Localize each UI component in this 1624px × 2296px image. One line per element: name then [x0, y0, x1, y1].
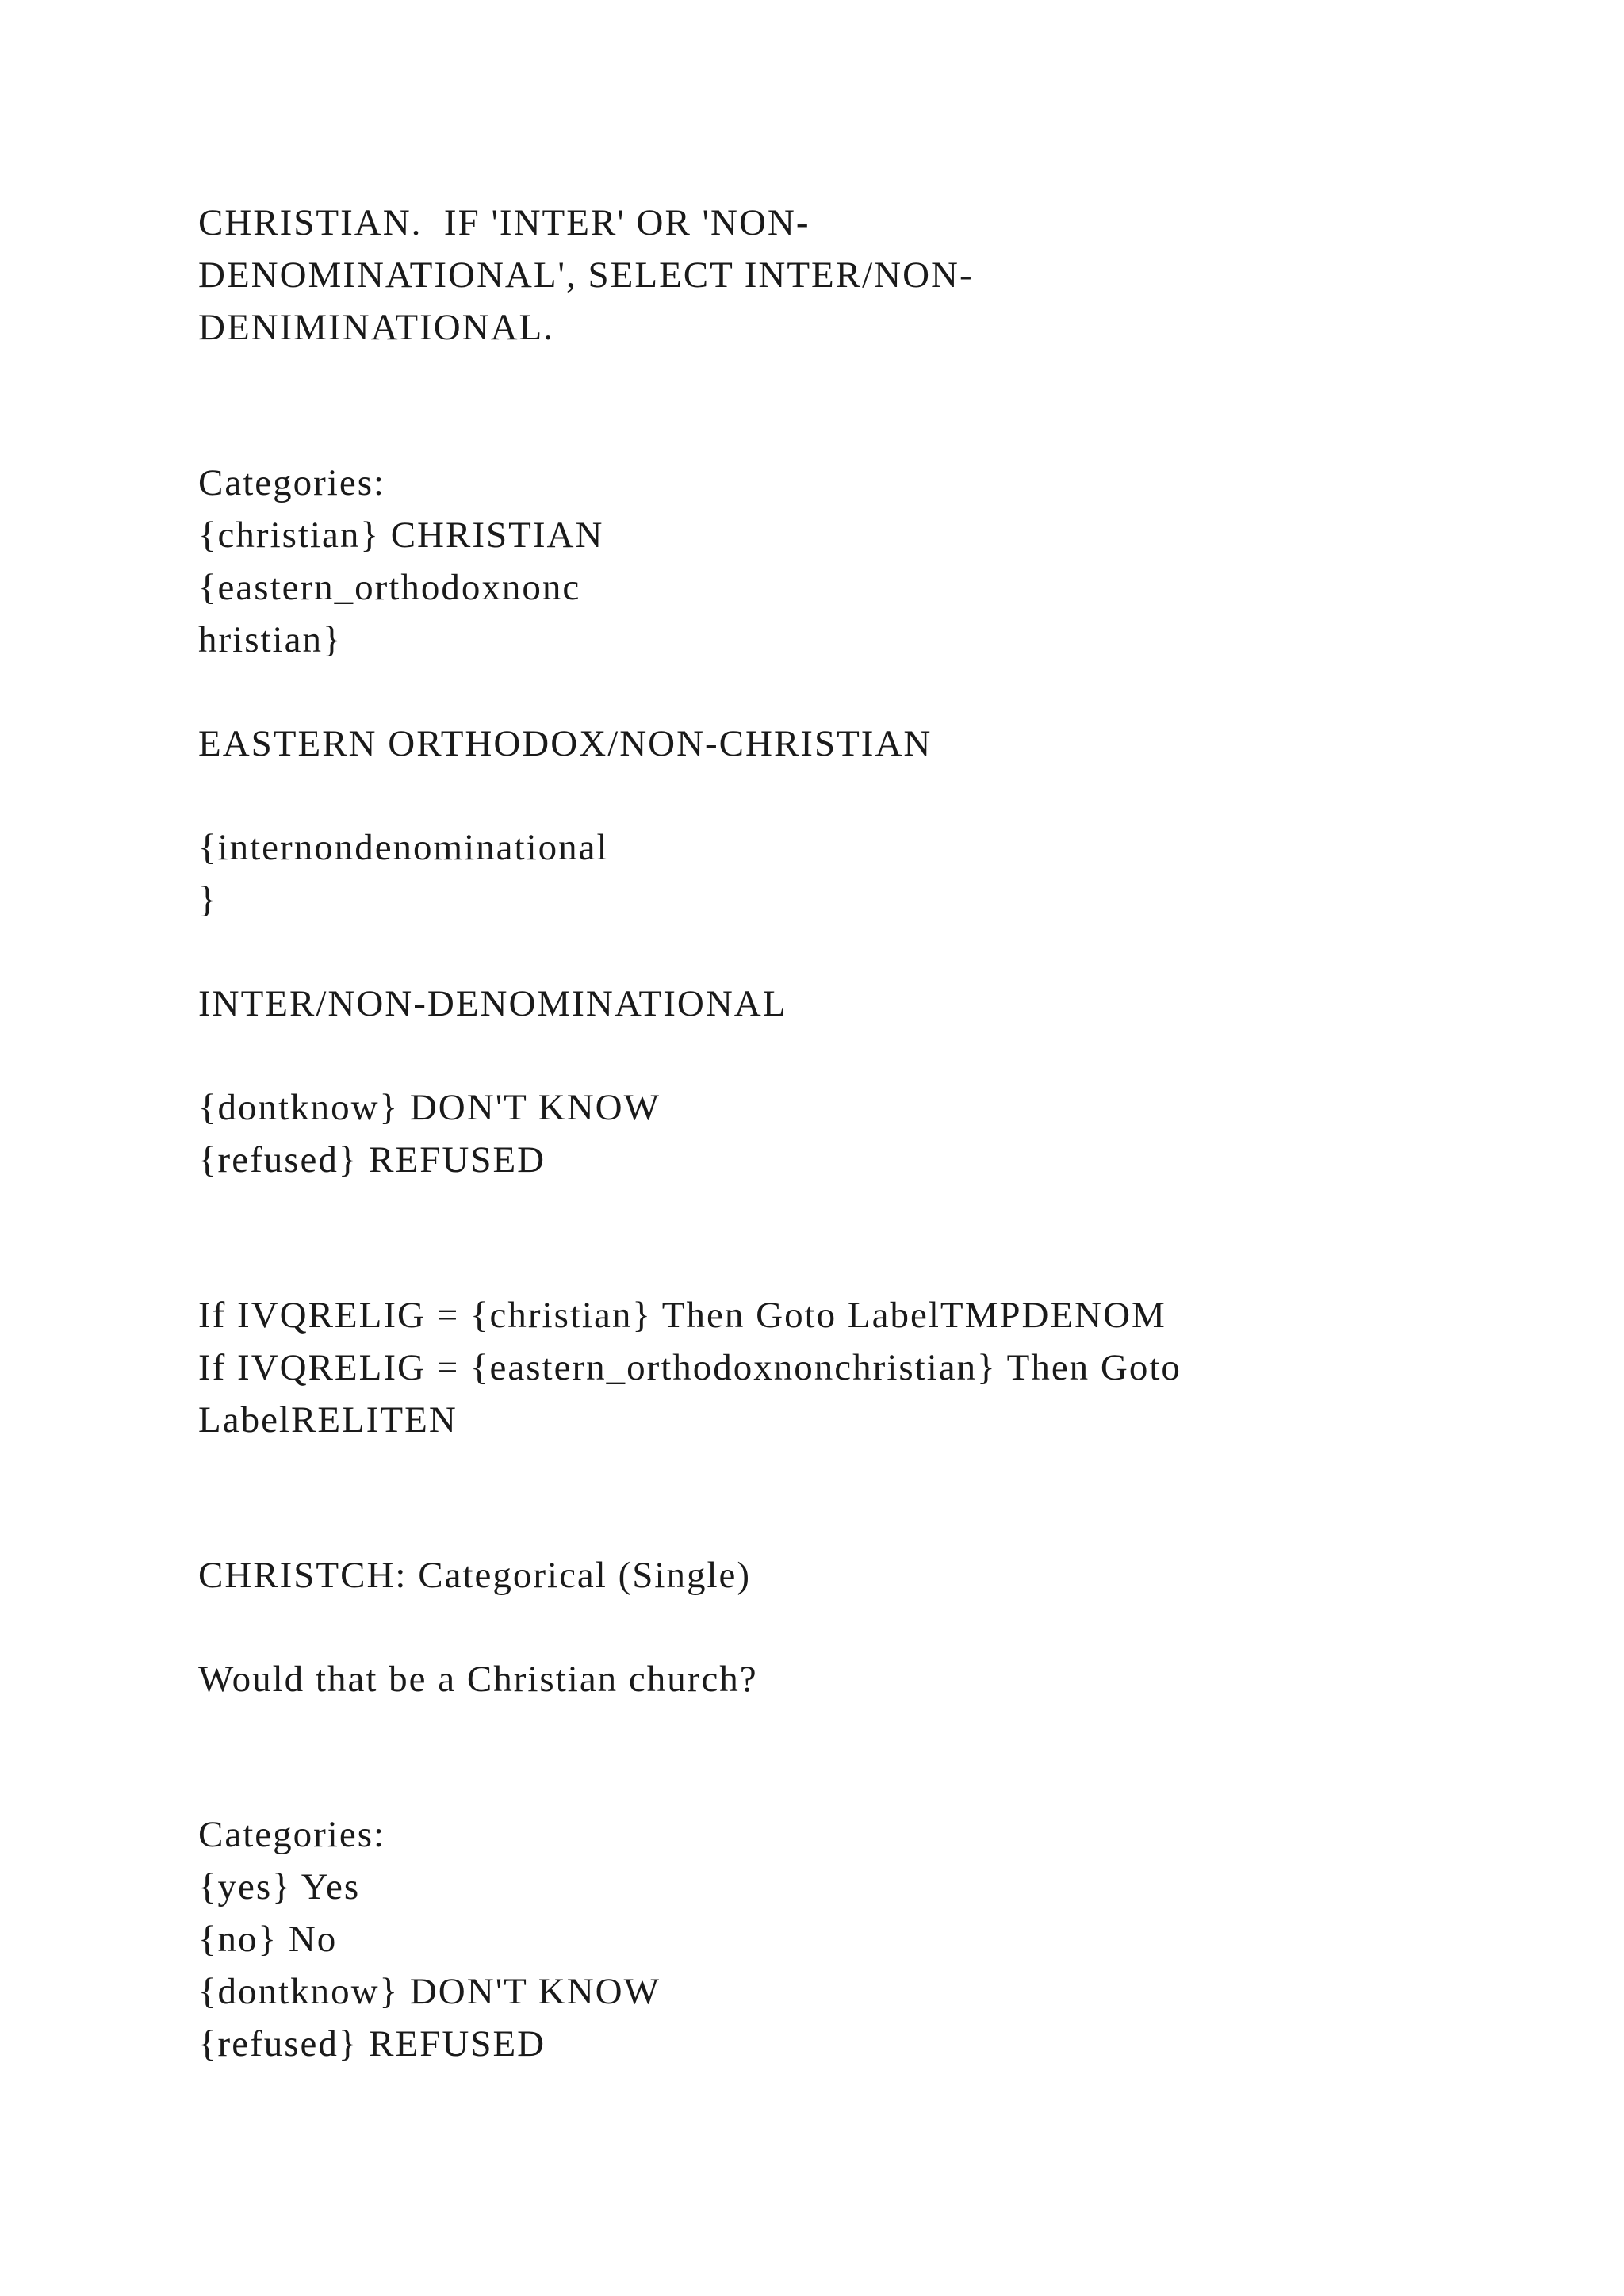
category-label: INTER/NON-DENOMINATIONAL — [198, 983, 787, 1024]
categories-heading: Categories: — [198, 1814, 386, 1855]
category-item: {dontknow} DON'T KNOW — [198, 1087, 661, 1128]
instruction-line-3: DENIMINATIONAL. — [198, 307, 555, 348]
instruction-line-2: DENOMINATIONAL', SELECT INTER/NON- — [198, 254, 974, 296]
categories-heading: Categories: — [198, 462, 386, 503]
category-item: {eastern_orthodoxnonc — [198, 567, 581, 608]
category-item: {christian} CHRISTIAN — [198, 515, 604, 556]
skip-logic-line: If IVQRELIG = {eastern_orthodoxnonchristian} Then Goto — [198, 1347, 1182, 1388]
skip-logic-line: If IVQRELIG = {christian} Then Goto LabelTMPDENOM — [198, 1295, 1166, 1336]
category-item: {no} No — [198, 1919, 338, 1960]
question-header: CHRISTCH: Categorical (Single) — [198, 1555, 752, 1596]
category-item: {internondenominational — [198, 827, 609, 868]
category-item: {refused} REFUSED — [198, 1139, 546, 1181]
category-item: } — [198, 879, 218, 920]
category-item: hristian} — [198, 619, 343, 660]
category-label: EASTERN ORTHODOX/NON-CHRISTIAN — [198, 723, 933, 764]
category-item: {yes} Yes — [198, 1866, 361, 1908]
skip-logic-line: LabelRELITEN — [198, 1399, 458, 1441]
question-text: Would that be a Christian church? — [198, 1659, 758, 1700]
category-item: {refused} REFUSED — [198, 2023, 546, 2064]
instruction-line-1: CHRISTIAN. IF 'INTER' OR 'NON- — [198, 202, 810, 243]
category-item: {dontknow} DON'T KNOW — [198, 1971, 661, 2012]
